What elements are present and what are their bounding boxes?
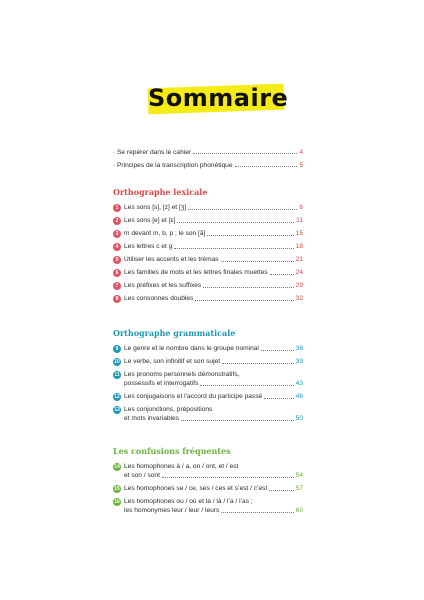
- toc-entry-text: [124, 294, 303, 303]
- toc-entry[interactable]: [113, 281, 303, 290]
- chapter-number-badge: 7: [113, 282, 121, 290]
- toc-entry-text: [124, 392, 303, 401]
- section-items: [113, 344, 303, 423]
- chapter-number-badge: 12: [114, 394, 120, 400]
- chapter-number-badge: 14: [114, 464, 120, 470]
- toc-entry-line: [124, 294, 303, 303]
- toc-entry-label: Les conjonctions, prépositions: [124, 406, 213, 413]
- page-number: 39: [295, 358, 303, 365]
- intro-entry-label: · Principes de la transcription phonétique: [113, 162, 233, 169]
- toc-entry-label: Le verbe, son infinitif et son sujet: [124, 358, 221, 365]
- page-number: 6: [299, 204, 303, 211]
- toc-entry-line: [124, 506, 303, 515]
- dot-leader: [221, 261, 294, 262]
- dot-leader: [203, 287, 293, 288]
- toc-entry[interactable]: [113, 344, 303, 353]
- dot-leader: [264, 398, 293, 399]
- toc-entry[interactable]: [113, 484, 303, 493]
- toc-entry-label: Les familles de mots et les lettres finales muettes: [124, 269, 268, 276]
- toc-entry-label: m devant m, b, p ; le son [ã]: [124, 230, 206, 237]
- toc-entry-text: [124, 462, 303, 480]
- dot-leader: [269, 490, 293, 491]
- toc-entry-line: [124, 344, 303, 353]
- toc-entry-line: [124, 370, 303, 379]
- section-items: [113, 203, 303, 303]
- toc-entry-label: Les lettres c et g: [124, 243, 173, 250]
- section-orthographe-grammaticale: [113, 328, 303, 427]
- toc-entry-label: Les homophones se / ce, ses / ces et s’est / c’est: [124, 485, 268, 492]
- toc-entry-line: [124, 414, 303, 423]
- toc-entry[interactable]: [113, 216, 303, 225]
- chapter-number-badge: 15: [114, 486, 120, 492]
- dot-leader: [188, 209, 297, 210]
- toc-entry-label: Les sons [e] et [ɛ]: [124, 217, 176, 224]
- toc-entry-line: [124, 471, 303, 480]
- section-title: Orthographe grammaticale: [113, 328, 236, 338]
- toc-entry-line: [124, 405, 303, 414]
- toc-entry-label: Les consonnes doubles: [124, 295, 194, 302]
- toc-entry-line: [124, 255, 303, 264]
- toc-entry[interactable]: [113, 462, 303, 480]
- toc-entry[interactable]: [113, 294, 303, 303]
- toc-entry-label: Les pronoms personnels démonstratifs,: [124, 371, 240, 378]
- dot-leader: [177, 222, 294, 223]
- dot-leader: [162, 477, 294, 478]
- toc-entry-text: [124, 344, 303, 353]
- toc-entry-label: et mots invariables: [124, 415, 179, 422]
- page-number: 21: [295, 256, 303, 263]
- page-number: 29: [295, 282, 303, 289]
- page-number: 54: [295, 472, 303, 479]
- dot-leader: [174, 248, 293, 249]
- toc-entry-text: [124, 242, 303, 251]
- chapter-number-badge: 1: [113, 204, 121, 212]
- toc-entry-label: possessifs et interrogatifs: [124, 380, 199, 387]
- chapter-number-badge: 2: [113, 217, 121, 225]
- title-banner: [148, 80, 289, 116]
- toc-entry-label: les homonymes leur / leur / leurs: [124, 507, 220, 514]
- dot-leader: [261, 350, 294, 351]
- toc-entry-label: Les homophones ou / où et la / là / l’a / l’as ;: [124, 498, 253, 505]
- toc-entry-text: [124, 255, 303, 264]
- toc-entry-label: Le genre et le nombre dans le groupe nominal: [124, 345, 259, 352]
- chapter-number-badge: 16: [114, 499, 120, 505]
- page-number: 60: [295, 507, 303, 514]
- toc-entry-text: [124, 370, 303, 388]
- chapter-number-badge: 8: [113, 295, 121, 303]
- toc-entry[interactable]: [113, 370, 303, 388]
- toc-entry-line: [124, 268, 303, 277]
- toc-entry-label: Les homophones à / a, on / ont, et / est: [124, 463, 239, 470]
- toc-entry-text: [124, 484, 303, 493]
- toc-entry-label: Les sons [s], [z] et [ʒ]: [124, 204, 187, 211]
- toc-entry-line: [124, 462, 303, 471]
- toc-entry-line: [124, 379, 303, 388]
- section-orthographe-lexicale: [113, 187, 303, 307]
- dot-leader: [195, 300, 293, 301]
- dot-leader: [235, 166, 298, 167]
- toc-entry[interactable]: [113, 357, 303, 366]
- chapter-number-badge: 4: [113, 243, 121, 251]
- page-title: Sommaire: [148, 84, 289, 112]
- toc-entry[interactable]: [113, 203, 303, 212]
- dot-leader: [207, 235, 293, 236]
- page-number: 15: [295, 230, 303, 237]
- section-confusions-frequentes: [113, 446, 303, 519]
- toc-entry-text: [124, 229, 303, 238]
- toc-entry-line: [124, 216, 303, 225]
- toc-entry[interactable]: [113, 268, 303, 277]
- dot-leader: [221, 512, 293, 513]
- toc-entry[interactable]: [113, 392, 303, 401]
- toc-entry-line: [124, 281, 303, 290]
- dot-leader: [193, 153, 297, 154]
- dot-leader: [222, 363, 294, 364]
- toc-entry-label: Les conjugaisons et l’accord du participe passé: [124, 393, 263, 400]
- intro-entry[interactable]: [113, 146, 303, 156]
- toc-entry-text: [124, 203, 303, 212]
- toc-entry[interactable]: [113, 405, 303, 423]
- chapter-number-badge: 9: [113, 345, 121, 353]
- chapter-number-badge: 13: [114, 407, 120, 413]
- page-number: 57: [295, 485, 303, 492]
- page-number: 4: [299, 149, 303, 156]
- chapter-number-badge: 11: [114, 372, 120, 378]
- intro-entry-label: · Se repérer dans le cahier: [113, 149, 192, 156]
- page-number: 11: [296, 217, 303, 224]
- toc-entry-line: [124, 392, 303, 401]
- page-number: 24: [295, 269, 303, 276]
- toc-entry-label: Les préfixes et les suffixes: [124, 282, 202, 289]
- toc-entry-label: Utiliser les accents et les trémas: [124, 256, 219, 263]
- toc-entry-text: [124, 281, 303, 290]
- toc-entry[interactable]: [113, 497, 303, 515]
- toc-entry-text: [124, 268, 303, 277]
- dot-leader: [270, 274, 294, 275]
- toc-entry-line: [124, 229, 303, 238]
- toc-entry-text: [124, 357, 303, 366]
- section-title: Les confusions fréquentes: [113, 446, 231, 456]
- chapter-number-badge: 5: [113, 256, 121, 264]
- section-title: Orthographe lexicale: [113, 187, 208, 197]
- section-items: [113, 462, 303, 515]
- chapter-number-badge: 6: [113, 269, 121, 277]
- toc-entry-text: [124, 497, 303, 515]
- toc-entry-line: [124, 242, 303, 251]
- page-number: 46: [295, 393, 303, 400]
- toc-entry-line: [124, 357, 303, 366]
- intro-entry[interactable]: [113, 159, 303, 169]
- dot-leader: [181, 420, 294, 421]
- chapter-number-badge: 3: [113, 230, 121, 238]
- toc-entry[interactable]: [113, 229, 303, 238]
- toc-entry-text: [124, 405, 303, 423]
- toc-entry-text: [124, 216, 303, 225]
- page-number: 18: [295, 243, 303, 250]
- page-number: 32: [295, 295, 303, 302]
- chapter-number-badge: 10: [114, 359, 120, 365]
- toc-entry[interactable]: [113, 242, 303, 251]
- dot-leader: [200, 385, 293, 386]
- intro-list: [113, 146, 303, 169]
- page-number: 5: [299, 162, 303, 169]
- toc-entry[interactable]: [113, 255, 303, 264]
- page-number: 36: [295, 345, 303, 352]
- page-number: 43: [295, 380, 303, 387]
- toc-entry-line: [124, 484, 303, 493]
- toc-entry-label: et son / sont: [124, 472, 160, 479]
- page-number: 50: [295, 415, 303, 422]
- toc-entry-line: [124, 203, 303, 212]
- toc-entry-line: [124, 497, 303, 506]
